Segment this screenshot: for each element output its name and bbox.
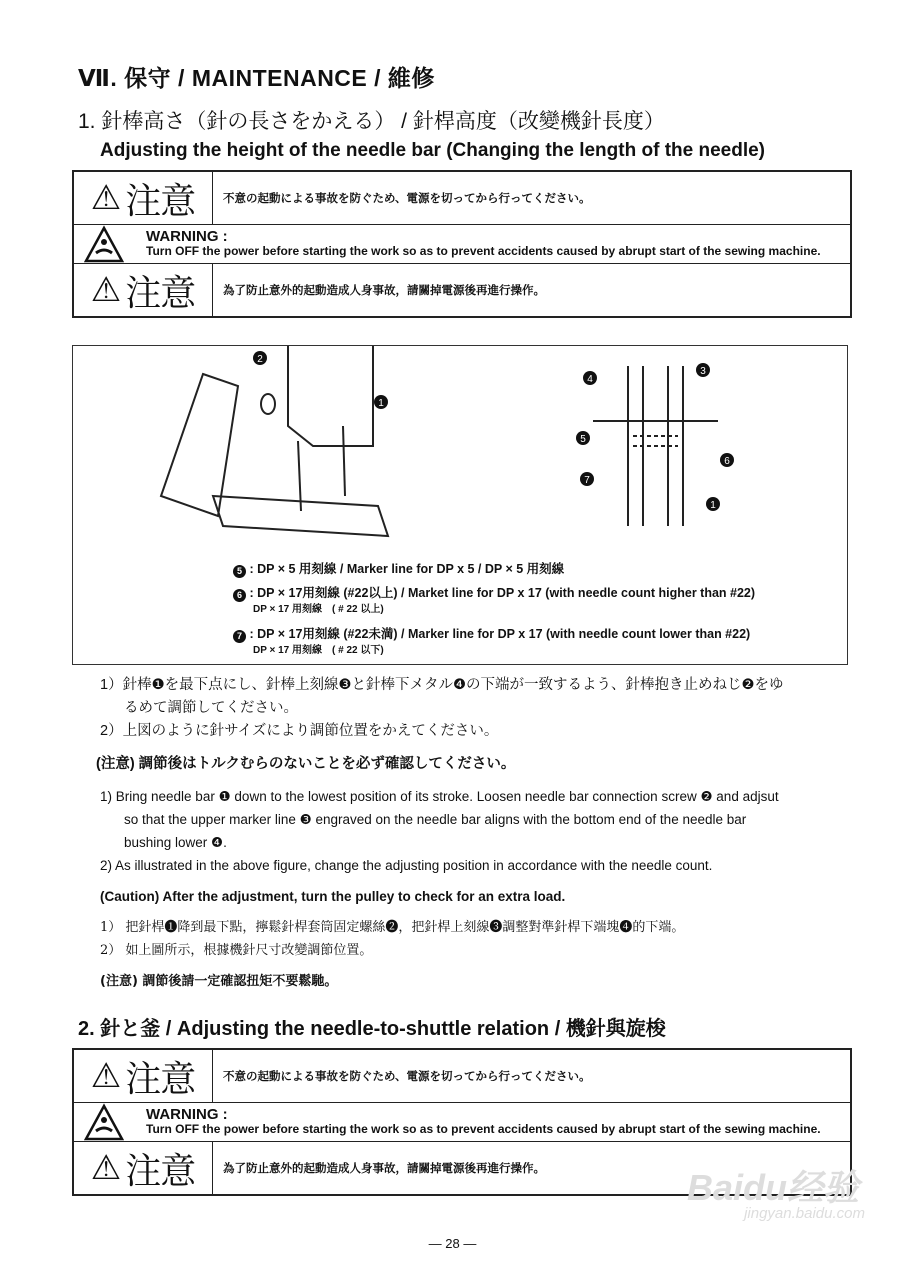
legend-item: 7 : DP × 17用刻線 (#22未満) / Marker line for DP x 17 (with needle count lower than #22) DP × 17 用刻線 ( # 22 以下) bbox=[233, 627, 750, 658]
warning-title: WARNING : bbox=[146, 1106, 228, 1123]
page-number: — 28 — bbox=[428, 1236, 477, 1251]
hand-hazard-icon bbox=[74, 225, 134, 263]
caution-text-jp: 不意の起動による事故を防ぐため、電源を切ってから行ってください。 bbox=[223, 1071, 591, 1083]
warning-box-1 bbox=[72, 170, 852, 318]
warning-title: WARNING : bbox=[146, 228, 228, 245]
caution-label: ⚠ 注意 bbox=[74, 172, 213, 224]
warning-triangle-icon: ⚠ bbox=[90, 271, 122, 309]
callout-5: 5 bbox=[580, 434, 586, 445]
section1-heading-jp: 1. 針棒高さ（針の長さをかえる） / 針桿高度（改變機針長度） bbox=[78, 110, 665, 133]
note-jp: (注意) 調節後はトルクむらのないことを必ず確認してください。 bbox=[96, 756, 516, 772]
section1-heading-en: Adjusting the height of the needle bar (Changing the length of the needle) bbox=[100, 140, 765, 161]
caution-text-zh: 為了防止意外的起動造成人身事故，請關掉電源後再進行操作。 bbox=[223, 285, 545, 297]
instructions-en: 1) Bring needle bar ❶ down to the lowest position of its stroke. Loosen needle bar connection screw ❷ and adjsut so that the upper marker line ❸ engraved on the needle bar aligns with the bottom end of the needle bar bushing lower ❹. 2) As illustrated in the above figure, change the adjusting position in accordance with the needle count. (Caution) After the adjustment, turn the pulley to check for an extra load. bbox=[100, 785, 860, 908]
warning-triangle-icon: ⚠ bbox=[90, 1149, 122, 1187]
watermark-logo: Baidu经验 bbox=[686, 1167, 859, 1208]
section2-heading: 2. 針と釜 / Adjusting the needle-to-shuttle relation / 機針與旋梭 bbox=[78, 1018, 666, 1040]
instructions-jp: 1）針棒❶を最下点にし、針棒上刻線❸と針棒下メタル❹の下端が一致するよう、針棒抱き止めねじ❷をゆ るめて調節してください。 2）上図のように針サイズにより調節位置をかえてください。 (注意) 調節後はトルクむらのないことを必ず確認してください。 bbox=[100, 674, 860, 776]
hand-hazard-icon bbox=[74, 1103, 134, 1141]
note-zh: (注意) 調節後請一定確認扭矩不要鬆馳。 bbox=[100, 974, 338, 989]
needle-bar-diagram bbox=[593, 366, 718, 526]
watermark-url: jingyan.baidu.com bbox=[744, 1205, 865, 1222]
callout-1: 1 bbox=[710, 500, 716, 511]
instructions-zh: 1） 把針桿❶降到最下點，擰鬆針桿套筒固定螺絲❷，把針桿上刻線❸調整對準針桿下端塊❹的下端。 2） 如上圖所示，根據機針尺寸改變調節位置。 (注意) 調節後請一定確認扭矩不要鬆馳。 bbox=[100, 916, 860, 993]
caution-text-jp: 不意の起動による事故を防ぐため、電源を切ってから行ってください。 bbox=[223, 193, 591, 205]
warning-text: Turn OFF the power before starting the work so as to prevent accidents caused by abrupt start of the sewing machine. bbox=[146, 1122, 821, 1136]
machine-sketch bbox=[161, 346, 388, 536]
warning-triangle-icon: ⚠ bbox=[90, 1057, 122, 1095]
chapter-heading: Ⅶ. 保守 / MAINTENANCE / 維修 bbox=[78, 65, 435, 91]
note-en: (Caution) After the adjustment, turn the pulley to check for an extra load. bbox=[100, 889, 566, 904]
callout-1: 1 bbox=[378, 398, 384, 409]
caution-label: ⚠ 注意 bbox=[74, 264, 213, 316]
caution-label: ⚠ 注意 bbox=[74, 1142, 213, 1194]
callout-2: 2 bbox=[257, 354, 263, 365]
figure-box bbox=[72, 345, 848, 665]
callout-6: 6 bbox=[724, 456, 730, 467]
callouts-left bbox=[253, 351, 388, 409]
legend-item: 5 : DP × 5 用刻線 / Marker line for DP x 5 / DP × 5 用刻線 bbox=[233, 562, 564, 578]
warning-triangle-icon: ⚠ bbox=[90, 179, 122, 217]
warning-text: Turn OFF the power before starting the work so as to prevent accidents caused by abrupt start of the sewing machine. bbox=[146, 244, 821, 258]
needle-bar-illustration bbox=[73, 346, 847, 556]
callout-4: 4 bbox=[587, 374, 593, 385]
callout-7: 7 bbox=[584, 475, 590, 486]
caution-label: ⚠ 注意 bbox=[74, 1050, 213, 1102]
callout-3: 3 bbox=[700, 366, 706, 377]
legend-item: 6 : DP × 17用刻線 (#22以上) / Market line for DP x 17 (with needle count higher than #22) DP × 17 用刻線 ( # 22 以上) bbox=[233, 586, 755, 617]
caution-text-zh: 為了防止意外的起動造成人身事故，請關掉電源後再進行操作。 bbox=[223, 1163, 545, 1175]
